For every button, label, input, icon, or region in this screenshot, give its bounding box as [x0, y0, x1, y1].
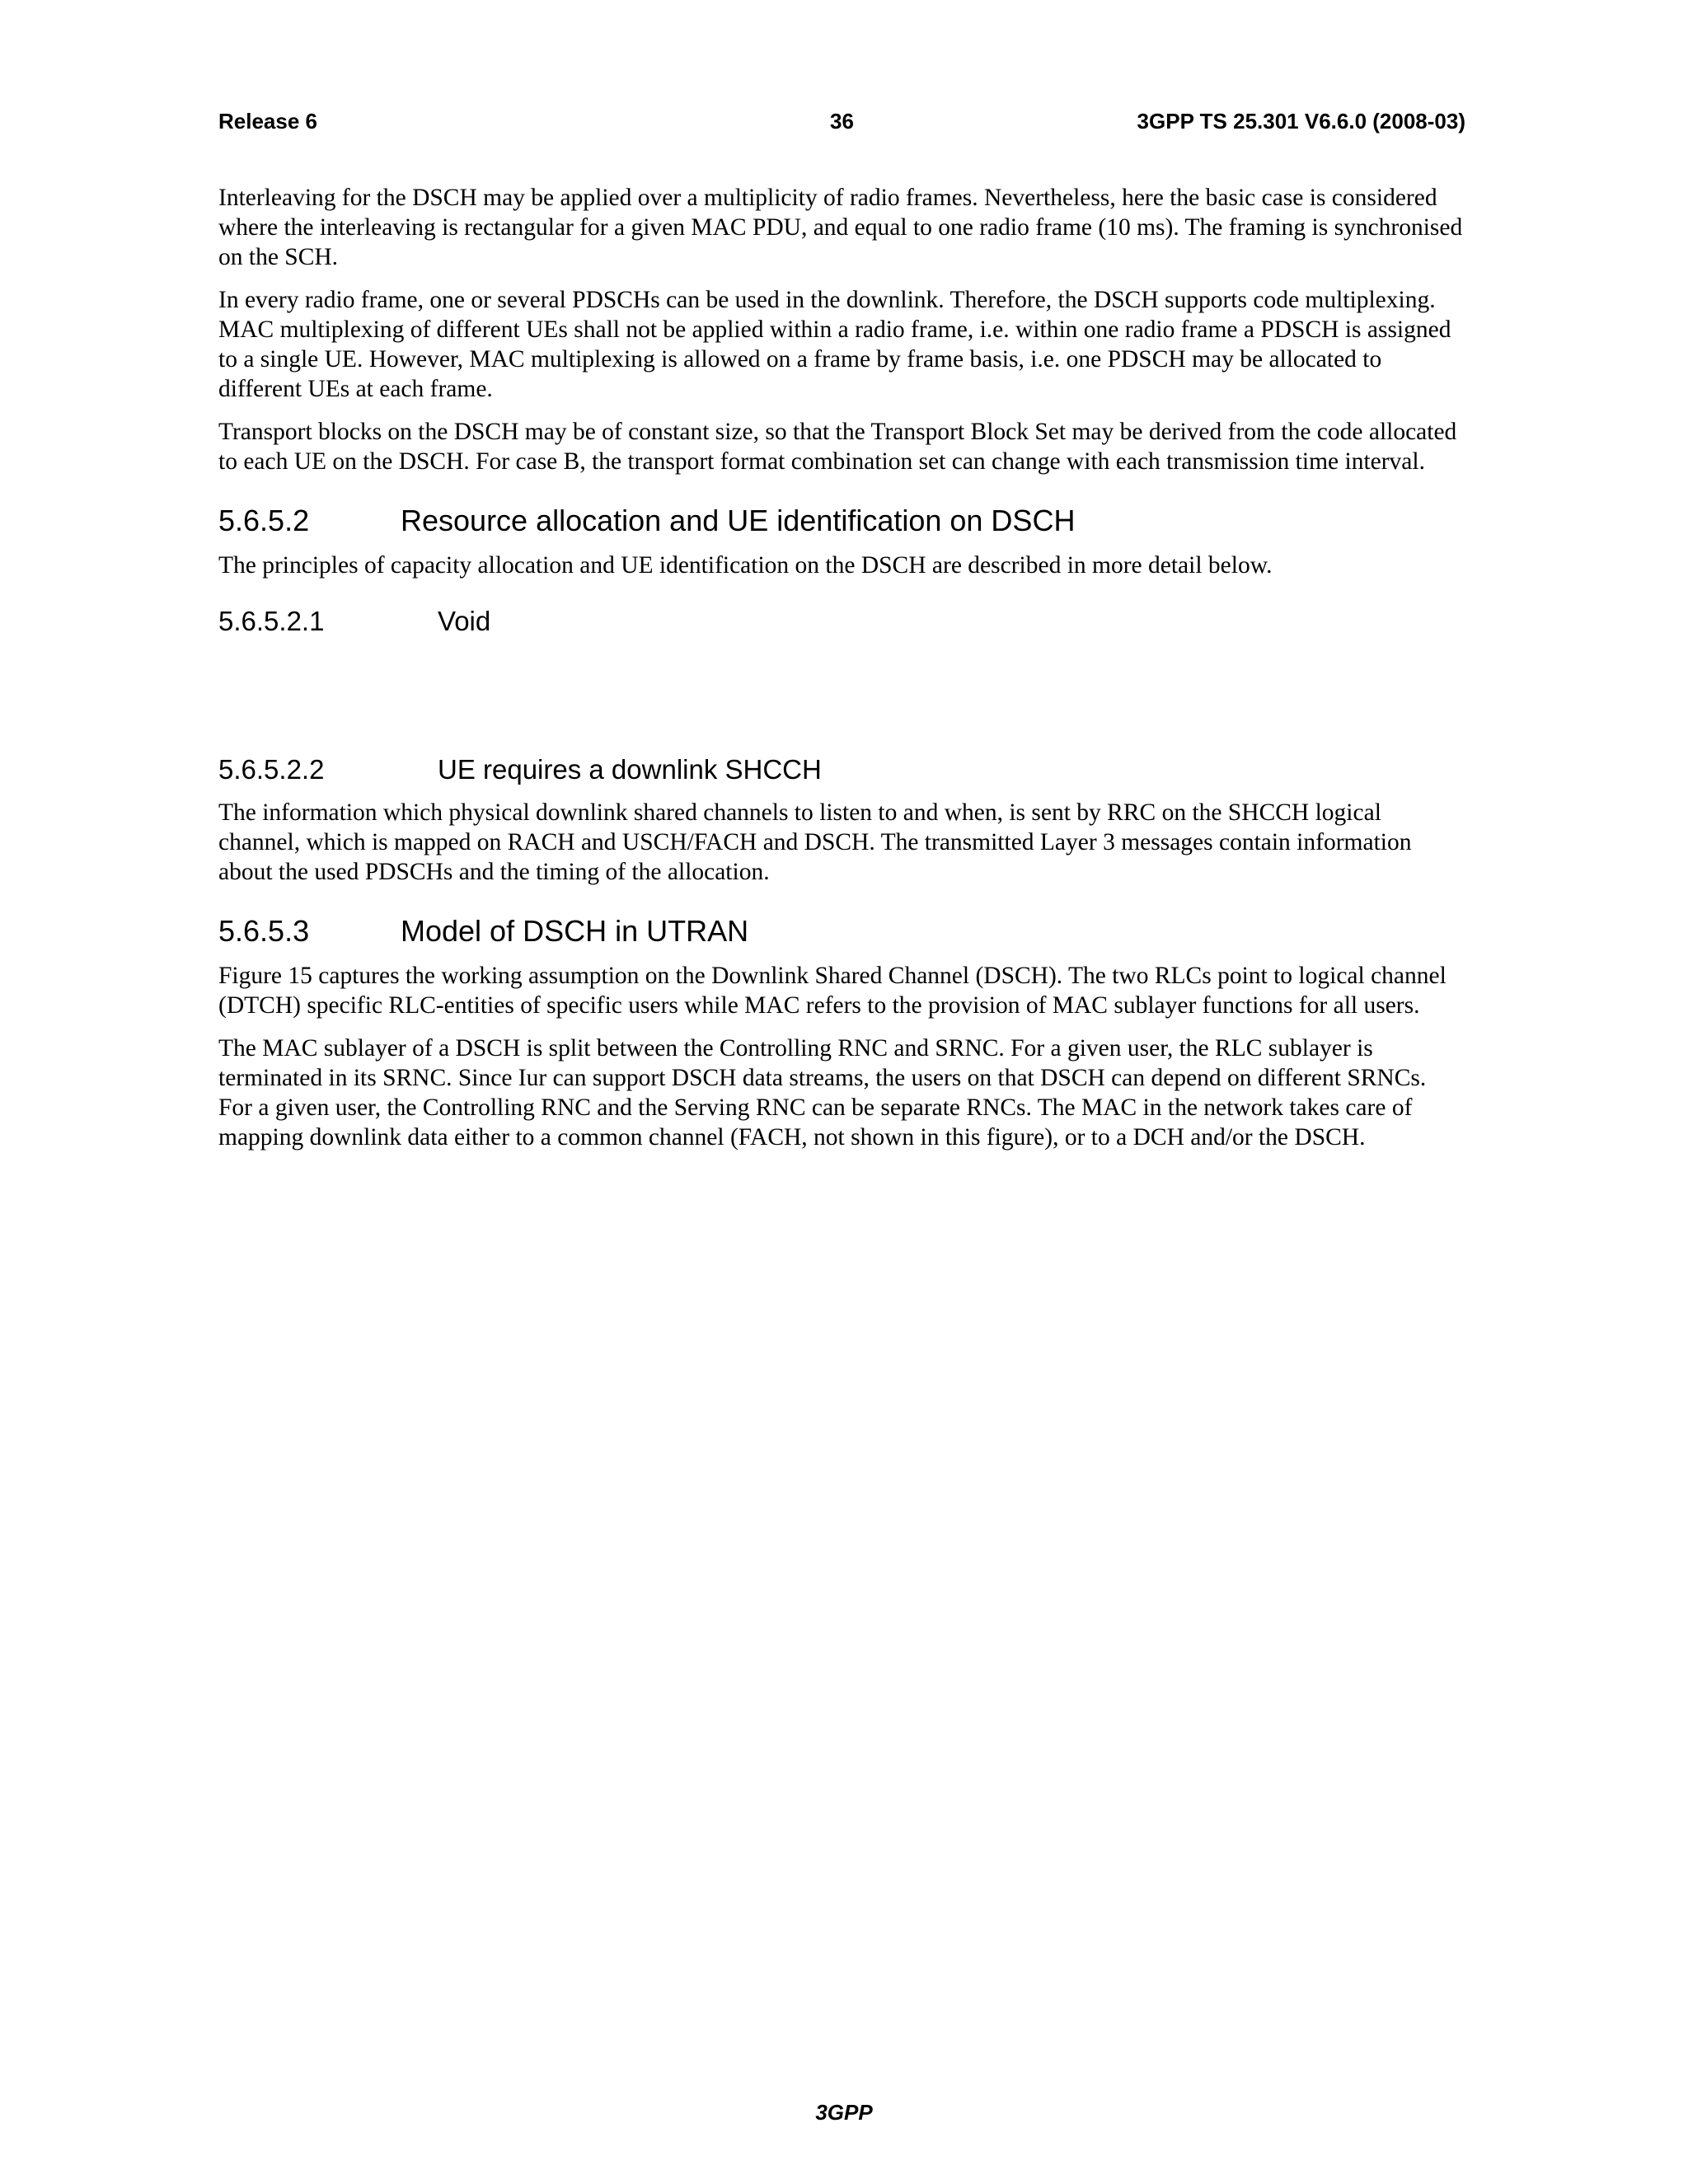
- heading-5-6-5-2-2: [218, 753, 1465, 786]
- heading-title: Model of DSCH in UTRAN: [401, 914, 749, 948]
- page-header: [218, 109, 1465, 142]
- page-number: 36: [830, 109, 854, 134]
- heading-number: 5.6.5.2.2: [218, 754, 325, 785]
- heading-number: 5.6.5.2: [218, 504, 310, 537]
- paragraph-mac-sublayer: The MAC sublayer of a DSCH is split between the Controlling RNC and SRNC. For a given user, the RLC sublayer is terminated in its SRNC. Since Iur can support DSCH data streams, the users on that DSCH can depend on different SRNCs. For a given user, the Controlling RNC and the Serving RNC can be separate RNCs. The MAC in the network takes care of mapping downlink data either to a common channel (FACH, not shown in this figure), or to a DCH and/or the DSCH.: [218, 1035, 1427, 1151]
- heading-title: Resource allocation and UE identification on DSCH: [401, 504, 1076, 537]
- paragraph-capacity-allocation: The principles of capacity allocation and UE identification on the DSCH are described in more detail below.: [218, 552, 1273, 579]
- paragraph-shcch-info: The information which physical downlink shared channels to listen to and when, is sent by RRC on the SHCCH logical channel, which is mapped on RACH and USCH/FACH and DSCH. The transmitted Layer 3 messages contain information about the used PDSCHs and the timing of the allocation.: [218, 799, 1412, 885]
- document-body: [218, 183, 1465, 1165]
- heading-number: 5.6.5.3: [218, 914, 310, 948]
- heading-title: UE requires a downlink SHCCH: [438, 754, 822, 785]
- heading-number: 5.6.5.2.1: [218, 606, 325, 636]
- heading-title: Void: [438, 606, 491, 636]
- paragraph-figure-15: Figure 15 captures the working assumption on the Downlink Shared Channel (DSCH). The two RLCs point to logical channel (DTCH) specific RLC-entities of specific users while MAC refers to the provision of MAC sublayer functions for all users.: [218, 963, 1447, 1019]
- paragraph-radio-frame: In every radio frame, one or several PDSCHs can be used in the downlink. Therefore, the DSCH supports code multiplexing. MAC multiplexing of different UEs shall not be applied within a radio frame, i.e. within one radio frame a PDSCH is assigned to a single UE. However, MAC multiplexing is allowed on a frame by frame basis, i.e. one PDSCH may be allocated to different UEs at each frame.: [218, 287, 1451, 402]
- heading-5-6-5-2: [218, 503, 1465, 539]
- heading-5-6-5-3: [218, 913, 1465, 949]
- heading-5-6-5-2-1: [218, 605, 1465, 638]
- paragraph-interleaving: Interleaving for the DSCH may be applied over a multiplicity of radio frames. Nevertheless, here the basic case is considered where the interleaving is rectangular for a given MAC PDU, and equal to one radio frame (10 ms). The framing is synchronised on the SCH.: [218, 185, 1463, 270]
- void-section-spacer: [218, 649, 1465, 729]
- paragraph-transport-blocks: Transport blocks on the DSCH may be of constant size, so that the Transport Block Set may be derived from the code allocated to each UE on the DSCH. For case B, the transport format combination set can change with each transmission time interval.: [218, 419, 1457, 475]
- spec-identifier: 3GPP TS 25.301 V6.6.0 (2008-03): [1137, 109, 1465, 134]
- page-footer: 3GPP: [815, 2100, 873, 2125]
- release-label: Release 6: [218, 109, 317, 134]
